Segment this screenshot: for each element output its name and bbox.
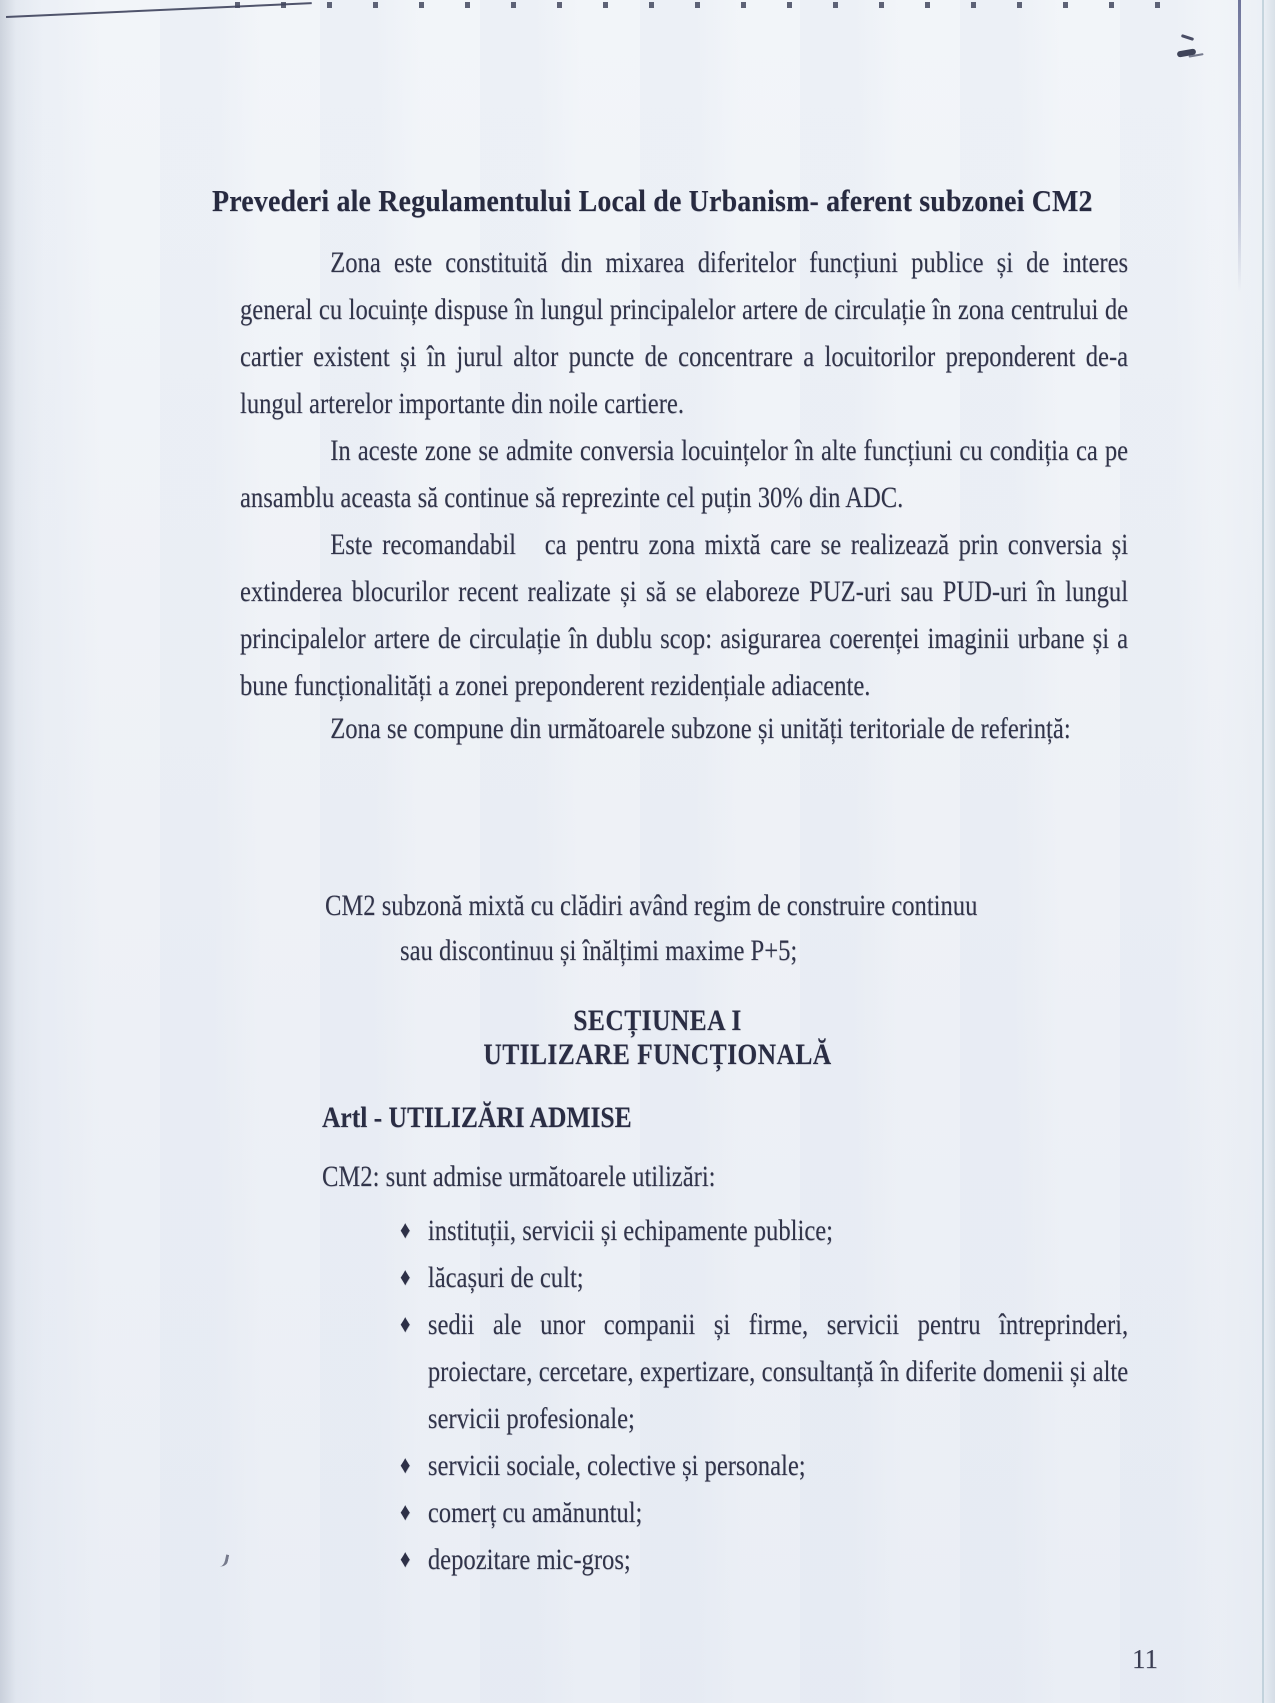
- admitted-use-text: sedii ale unor companii și firme, servicii pentru întreprinderi, proiectare, cercetare, expertizare, consultanță în diferite domenii și alte servicii profesionale;: [427, 1308, 1129, 1435]
- article-heading: Artl - UTILIZĂRI ADMISE: [322, 1101, 632, 1134]
- scan-edge-line: [6, 2, 312, 18]
- admitted-use-item: [400, 1301, 1128, 1442]
- admitted-uses-list: [400, 1207, 1128, 1583]
- admitted-use-item: [400, 1536, 1128, 1583]
- diamond-bullet-icon: ♦: [400, 1217, 411, 1244]
- diamond-bullet-icon: ♦: [400, 1452, 411, 1479]
- diamond-bullet-icon: ♦: [400, 1264, 411, 1291]
- body-paragraphs: [240, 239, 1128, 749]
- admitted-use-item: [400, 1442, 1128, 1489]
- admitted-use-text: instituții, servicii și echipamente publice;: [427, 1214, 834, 1247]
- admitted-use-text: lăcașuri de cult;: [427, 1261, 584, 1294]
- pen-mark-icon: [1177, 48, 1197, 57]
- cm2-definition-line-2: sau discontinuu și înălțimi maxime P+5;: [400, 934, 798, 967]
- admitted-use-text: comerț cu amănuntul;: [427, 1496, 643, 1529]
- admitted-use-item: [400, 1254, 1128, 1301]
- cm2-definition-line-1: CM2 subzonă mixtă cu clădiri având regim de construire continuu: [325, 889, 978, 922]
- paragraph-4: Zona se compune din următoarele subzone și unități teritoriale de referință:: [330, 712, 1071, 745]
- page-number: 11: [1132, 1644, 1158, 1674]
- section-heading-line-1: SECȚIUNEA I: [573, 1004, 742, 1037]
- paragraph-2: In aceste zone se admite conversia locuințelor în alte funcțiuni cu condiția ca pe ansamblu aceasta să continue să reprezinte cel puțin 30% din ADC.: [240, 434, 1129, 514]
- document-title: Prevederi ale Regulamentului Local de Urbanism- aferent subzonei CM2: [212, 183, 1093, 218]
- section-heading-line-2: UTILIZARE FUNCȚIONALĂ: [483, 1038, 832, 1071]
- paper-right-edge: [1262, 0, 1264, 1703]
- admitted-use-item: [400, 1207, 1128, 1254]
- paragraph-1: Zona este constituită din mixarea diferitelor funcțiuni publice și de interes general cu locuințe dispuse în lungul principalelor artere de circulație în zona centrului de cartier existent și în jurul altor puncte de concentrare a locuitorilor preponderent de-a lungul arterelor importante din noile cartiere.: [240, 246, 1129, 420]
- admitted-use-text: servicii sociale, colective și personale;: [427, 1449, 806, 1482]
- admitted-use-item: [400, 1489, 1128, 1536]
- stray-comma-mark: [219, 1553, 230, 1567]
- diamond-bullet-icon: ♦: [400, 1311, 411, 1338]
- section-heading: [260, 1004, 1055, 1072]
- scan-edge-ticks: [235, 2, 1170, 8]
- scan-right-streak: [1238, 0, 1241, 292]
- article-lead: CM2: sunt admise următoarele utilizări:: [322, 1160, 716, 1193]
- diamond-bullet-icon: ♦: [400, 1546, 411, 1573]
- admitted-use-text: depozitare mic-gros;: [427, 1543, 631, 1576]
- pen-mark-icon: [1181, 34, 1194, 41]
- paragraph-3: Este recomandabil ca pentru zona mixtă care se realizează prin conversia și extinderea blocurilor recent realizate și să se elaboreze PUZ-uri sau PUD-uri în lungul principalelor artere de circulație în dublu scop: asigurarea coerenței imaginii urbane și a bune funcționalități a zonei preponderent rezidențiale adiacente.: [240, 528, 1129, 702]
- diamond-bullet-icon: ♦: [400, 1499, 411, 1526]
